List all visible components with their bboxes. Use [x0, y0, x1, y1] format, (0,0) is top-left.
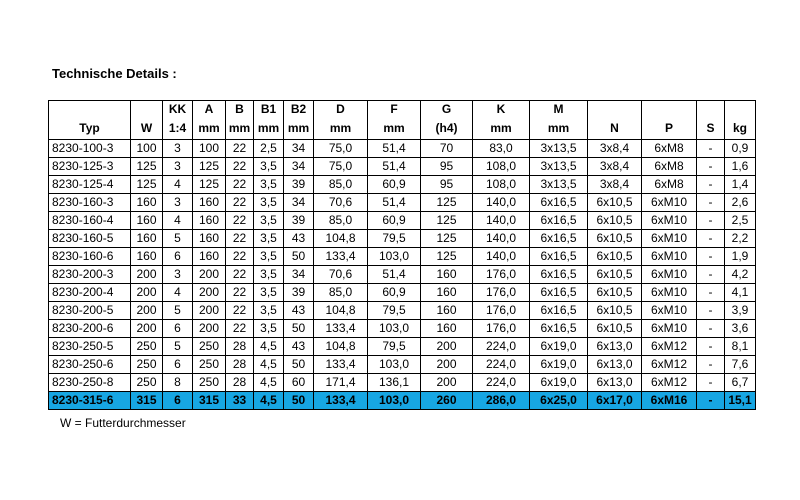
table-cell: 3,5	[254, 302, 284, 320]
table-cell: 6x16,5	[530, 302, 588, 320]
column-header-bottom: mm	[226, 120, 254, 140]
column-header-bottom: kg	[725, 120, 756, 140]
column-header-top: B2	[284, 101, 314, 121]
table-cell: 160	[421, 266, 473, 284]
table-cell: 60,9	[368, 176, 421, 194]
table-cell: 6x16,5	[530, 266, 588, 284]
table-cell: 200	[193, 284, 226, 302]
table-cell: 4	[163, 176, 193, 194]
table-cell: 3,6	[725, 320, 756, 338]
table-row	[49, 302, 756, 320]
table-cell: 50	[284, 356, 314, 374]
table-cell: 2,5	[254, 140, 284, 158]
table-cell: 70,6	[314, 266, 368, 284]
table-cell: 108,0	[473, 158, 530, 176]
table-cell: 260	[421, 392, 473, 410]
table-cell: 140,0	[473, 194, 530, 212]
table-cell: 224,0	[473, 356, 530, 374]
table-cell: 8230-160-3	[49, 194, 131, 212]
column-header-top	[49, 101, 131, 121]
table-cell: -	[697, 248, 725, 266]
table-cell: 79,5	[368, 230, 421, 248]
table-cell: 6xM10	[642, 248, 697, 266]
table-cell: 250	[131, 338, 163, 356]
table-cell: 125	[193, 158, 226, 176]
column-header-bottom: mm	[193, 120, 226, 140]
table-cell: -	[697, 338, 725, 356]
table-cell: 6xM10	[642, 194, 697, 212]
column-header-bottom: (h4)	[421, 120, 473, 140]
table-cell: 176,0	[473, 284, 530, 302]
table-cell: 8230-200-4	[49, 284, 131, 302]
table-cell: 50	[284, 248, 314, 266]
column-header-top: K	[473, 101, 530, 121]
table-row	[49, 266, 756, 284]
table-cell: 8	[163, 374, 193, 392]
column-header-bottom: mm	[284, 120, 314, 140]
table-cell: 8230-200-3	[49, 266, 131, 284]
table-cell: 6xM12	[642, 338, 697, 356]
column-header-top: B1	[254, 101, 284, 121]
table-cell: 5	[163, 302, 193, 320]
table-cell: 6xM16	[642, 392, 697, 410]
table-cell: 6x25,0	[530, 392, 588, 410]
table-cell: 22	[226, 320, 254, 338]
table-cell: 39	[284, 284, 314, 302]
table-cell: 6xM12	[642, 356, 697, 374]
table-cell: 6xM10	[642, 284, 697, 302]
table-cell: 8230-100-3	[49, 140, 131, 158]
table-cell: 6xM8	[642, 176, 697, 194]
table-cell: 51,4	[368, 194, 421, 212]
table-cell: 3,5	[254, 320, 284, 338]
column-header-top: D	[314, 101, 368, 121]
table-cell: 200	[193, 266, 226, 284]
column-header-bottom: Typ	[49, 120, 131, 140]
table-cell: 125	[131, 158, 163, 176]
table-cell: 28	[226, 374, 254, 392]
table-cell: 15,1	[725, 392, 756, 410]
table-cell: 34	[284, 194, 314, 212]
table-cell: 1,6	[725, 158, 756, 176]
table-cell: 4,5	[254, 338, 284, 356]
table-cell: -	[697, 140, 725, 158]
table-cell: -	[697, 194, 725, 212]
table-cell: 200	[421, 356, 473, 374]
table-cell: 22	[226, 302, 254, 320]
table-cell: 8,1	[725, 338, 756, 356]
table-cell: 6x13,0	[588, 338, 642, 356]
table-cell: 7,6	[725, 356, 756, 374]
column-header-bottom: 1:4	[163, 120, 193, 140]
table-cell: 6x13,0	[588, 356, 642, 374]
table-cell: 83,0	[473, 140, 530, 158]
table-cell: 6x19,0	[530, 338, 588, 356]
table-cell: 108,0	[473, 176, 530, 194]
table-cell: 200	[131, 284, 163, 302]
table-cell: 70	[421, 140, 473, 158]
table-row	[49, 212, 756, 230]
table-row	[49, 248, 756, 266]
table-cell: 315	[131, 392, 163, 410]
table-cell: 8230-160-4	[49, 212, 131, 230]
table-cell: 1,9	[725, 248, 756, 266]
table-cell: 3,5	[254, 248, 284, 266]
table-cell: 3	[163, 158, 193, 176]
table-cell: 160	[421, 284, 473, 302]
table-cell: -	[697, 266, 725, 284]
table-cell: 39	[284, 176, 314, 194]
table-cell: 100	[193, 140, 226, 158]
table-cell: 22	[226, 284, 254, 302]
table-cell: 43	[284, 230, 314, 248]
table-cell: 3,5	[254, 158, 284, 176]
column-header-bottom: mm	[254, 120, 284, 140]
table-cell: 200	[421, 374, 473, 392]
table-cell: 2,5	[725, 212, 756, 230]
table-cell: 4	[163, 284, 193, 302]
table-row	[49, 158, 756, 176]
table-cell: 6x10,5	[588, 248, 642, 266]
table-cell: 3x13,5	[530, 158, 588, 176]
table-cell: 125	[193, 176, 226, 194]
technical-details-table	[48, 100, 756, 410]
table-cell: -	[697, 356, 725, 374]
table-cell: 28	[226, 356, 254, 374]
table-cell: 224,0	[473, 374, 530, 392]
table-cell: 200	[131, 266, 163, 284]
table-cell: 34	[284, 158, 314, 176]
table-cell: 176,0	[473, 320, 530, 338]
table-cell: 22	[226, 248, 254, 266]
column-header-top	[131, 101, 163, 121]
table-cell: 6x10,5	[588, 266, 642, 284]
table-cell: 104,8	[314, 338, 368, 356]
table-cell: 160	[421, 320, 473, 338]
table-cell: 79,5	[368, 302, 421, 320]
table-cell: 6x19,0	[530, 356, 588, 374]
table-cell: 79,5	[368, 338, 421, 356]
table-cell: 6x16,5	[530, 194, 588, 212]
table-cell: 2,6	[725, 194, 756, 212]
table-cell: 125	[421, 212, 473, 230]
table-cell: 22	[226, 194, 254, 212]
table-cell: 43	[284, 302, 314, 320]
table-cell: 6x16,5	[530, 248, 588, 266]
table-cell: 200	[131, 302, 163, 320]
table-cell: 95	[421, 158, 473, 176]
table-cell: -	[697, 212, 725, 230]
table-cell: 51,4	[368, 140, 421, 158]
table-cell: 33	[226, 392, 254, 410]
column-header-bottom: P	[642, 120, 697, 140]
column-header-top: M	[530, 101, 588, 121]
table-cell: 136,1	[368, 374, 421, 392]
table-cell: 6xM12	[642, 374, 697, 392]
table-cell: 6x10,5	[588, 212, 642, 230]
table-cell: 4	[163, 212, 193, 230]
table-cell: 103,0	[368, 248, 421, 266]
table-row	[49, 338, 756, 356]
table-cell: 6	[163, 356, 193, 374]
table-cell: 8230-250-6	[49, 356, 131, 374]
table-cell: 3x13,5	[530, 140, 588, 158]
column-header-bottom: mm	[368, 120, 421, 140]
table-cell: 4,5	[254, 392, 284, 410]
table-cell: 6xM10	[642, 320, 697, 338]
column-header-bottom: W	[131, 120, 163, 140]
table-cell: 60,9	[368, 212, 421, 230]
table-cell: 5	[163, 230, 193, 248]
table-cell: 103,0	[368, 320, 421, 338]
table-cell: 6xM8	[642, 140, 697, 158]
table-cell: 4,1	[725, 284, 756, 302]
table-cell: 200	[193, 302, 226, 320]
column-header-bottom: S	[697, 120, 725, 140]
table-cell: -	[697, 320, 725, 338]
column-header-bottom: mm	[314, 120, 368, 140]
table-cell: 8230-200-6	[49, 320, 131, 338]
table-cell: 104,8	[314, 230, 368, 248]
table-cell: 224,0	[473, 338, 530, 356]
table-cell: 5	[163, 338, 193, 356]
table-cell: 6x16,5	[530, 212, 588, 230]
table-cell: 85,0	[314, 284, 368, 302]
footnote: W = Futterdurchmesser	[60, 416, 186, 430]
table-cell: 6x16,5	[530, 320, 588, 338]
table-cell: -	[697, 284, 725, 302]
table-cell: 200	[421, 338, 473, 356]
column-header-top	[725, 101, 756, 121]
table-cell: 8230-315-6	[49, 392, 131, 410]
table-cell: 140,0	[473, 212, 530, 230]
table-cell: 160	[131, 194, 163, 212]
table-cell: 133,4	[314, 356, 368, 374]
table-cell: 3x13,5	[530, 176, 588, 194]
table-cell: 6x10,5	[588, 194, 642, 212]
table-cell: 133,4	[314, 248, 368, 266]
table-cell: 250	[131, 356, 163, 374]
table-cell: 104,8	[314, 302, 368, 320]
table-cell: 160	[193, 212, 226, 230]
table-cell: 3	[163, 266, 193, 284]
table-cell: 0,9	[725, 140, 756, 158]
table-cell: 250	[193, 338, 226, 356]
table-cell: 8230-200-5	[49, 302, 131, 320]
table-cell: 6x10,5	[588, 302, 642, 320]
table-cell: 51,4	[368, 266, 421, 284]
column-header-top	[642, 101, 697, 121]
table-cell: 22	[226, 212, 254, 230]
table-cell: 6x10,5	[588, 320, 642, 338]
table-cell: 176,0	[473, 266, 530, 284]
table-header	[49, 101, 756, 140]
table-cell: 6x10,5	[588, 284, 642, 302]
table-cell: 8230-160-5	[49, 230, 131, 248]
column-header-top	[588, 101, 642, 121]
table-cell: 3x8,4	[588, 140, 642, 158]
table-cell: 250	[193, 356, 226, 374]
table-cell: 4,5	[254, 374, 284, 392]
table-cell: -	[697, 158, 725, 176]
column-header-top: B	[226, 101, 254, 121]
table-cell: 3x8,4	[588, 176, 642, 194]
table-cell: 6	[163, 392, 193, 410]
table-cell: 160	[131, 248, 163, 266]
table-cell: 6xM10	[642, 266, 697, 284]
table-cell: 3	[163, 140, 193, 158]
table-cell: 6x16,5	[530, 284, 588, 302]
table-cell: 85,0	[314, 212, 368, 230]
table-cell: 6x16,5	[530, 230, 588, 248]
table-cell: 103,0	[368, 356, 421, 374]
table-body	[49, 140, 756, 410]
table-cell: 51,4	[368, 158, 421, 176]
table-cell: -	[697, 230, 725, 248]
table-cell: 3,5	[254, 266, 284, 284]
table-cell: 34	[284, 266, 314, 284]
table-cell: 160	[193, 248, 226, 266]
table-row	[49, 284, 756, 302]
table-cell: 171,4	[314, 374, 368, 392]
column-header-top: F	[368, 101, 421, 121]
table-cell: 6	[163, 320, 193, 338]
table-cell: 50	[284, 320, 314, 338]
table-cell: 2,2	[725, 230, 756, 248]
table-cell: 6	[163, 248, 193, 266]
table-cell: 8230-125-3	[49, 158, 131, 176]
table-cell: -	[697, 374, 725, 392]
table-row	[49, 374, 756, 392]
table-cell: 39	[284, 212, 314, 230]
column-header-top: A	[193, 101, 226, 121]
table-cell: 140,0	[473, 230, 530, 248]
table-cell: 3	[163, 194, 193, 212]
table-cell: 125	[421, 248, 473, 266]
table-cell: 85,0	[314, 176, 368, 194]
table-cell: 3x8,4	[588, 158, 642, 176]
table-cell: 22	[226, 158, 254, 176]
table-row	[49, 140, 756, 158]
table-cell: 95	[421, 176, 473, 194]
table-cell: 200	[131, 320, 163, 338]
table-cell: 22	[226, 176, 254, 194]
table-cell: 8230-160-6	[49, 248, 131, 266]
table-cell: 125	[131, 176, 163, 194]
table-cell: 3,5	[254, 230, 284, 248]
table-cell: 160	[131, 230, 163, 248]
table-cell: 160	[131, 212, 163, 230]
table-cell: 3,5	[254, 194, 284, 212]
table-cell: 160	[421, 302, 473, 320]
column-header-bottom: mm	[530, 120, 588, 140]
table-row	[49, 194, 756, 212]
table-cell: 70,6	[314, 194, 368, 212]
table-cell: 75,0	[314, 140, 368, 158]
table-cell: 34	[284, 140, 314, 158]
table-cell: 22	[226, 266, 254, 284]
table-cell: 6xM10	[642, 302, 697, 320]
table-cell: 22	[226, 140, 254, 158]
table-cell: 3,5	[254, 212, 284, 230]
table-row	[49, 356, 756, 374]
table-cell: 6xM10	[642, 212, 697, 230]
table-cell: -	[697, 392, 725, 410]
table-row	[49, 392, 756, 410]
table-cell: 60	[284, 374, 314, 392]
table-cell: 6xM8	[642, 158, 697, 176]
column-header-bottom: N	[588, 120, 642, 140]
table-cell: 133,4	[314, 320, 368, 338]
table-cell: 250	[131, 374, 163, 392]
table-cell: -	[697, 176, 725, 194]
table-cell: 6x17,0	[588, 392, 642, 410]
table-cell: 200	[193, 320, 226, 338]
table-row	[49, 230, 756, 248]
table-cell: 6x10,5	[588, 230, 642, 248]
table-cell: 3,5	[254, 284, 284, 302]
table-cell: 3,5	[254, 176, 284, 194]
table-cell: 125	[421, 230, 473, 248]
table-cell: 60,9	[368, 284, 421, 302]
column-header-bottom: mm	[473, 120, 530, 140]
table-cell: 75,0	[314, 158, 368, 176]
table-cell: 4,2	[725, 266, 756, 284]
table-cell: 43	[284, 338, 314, 356]
table-cell: 250	[193, 374, 226, 392]
table-cell: 140,0	[473, 248, 530, 266]
table-cell: 286,0	[473, 392, 530, 410]
table-cell: 6,7	[725, 374, 756, 392]
table-cell: 103,0	[368, 392, 421, 410]
table-cell: 6x19,0	[530, 374, 588, 392]
column-header-top: G	[421, 101, 473, 121]
section-heading: Technische Details :	[52, 66, 177, 81]
table-cell: 315	[193, 392, 226, 410]
table-row	[49, 176, 756, 194]
table-row	[49, 320, 756, 338]
table-cell: 100	[131, 140, 163, 158]
column-header-top	[697, 101, 725, 121]
table-cell: 133,4	[314, 392, 368, 410]
table-cell: 125	[421, 194, 473, 212]
table-cell: 4,5	[254, 356, 284, 374]
table-cell: 50	[284, 392, 314, 410]
table-cell: 3,9	[725, 302, 756, 320]
table-cell: -	[697, 302, 725, 320]
table-cell: 160	[193, 230, 226, 248]
table-cell: 22	[226, 230, 254, 248]
table-cell: 160	[193, 194, 226, 212]
table-cell: 6xM10	[642, 230, 697, 248]
table-cell: 8230-250-5	[49, 338, 131, 356]
column-header-top: KK	[163, 101, 193, 121]
table-cell: 8230-250-8	[49, 374, 131, 392]
table-cell: 6x13,0	[588, 374, 642, 392]
table-cell: 28	[226, 338, 254, 356]
table-cell: 176,0	[473, 302, 530, 320]
table-cell: 1,4	[725, 176, 756, 194]
table-cell: 8230-125-4	[49, 176, 131, 194]
